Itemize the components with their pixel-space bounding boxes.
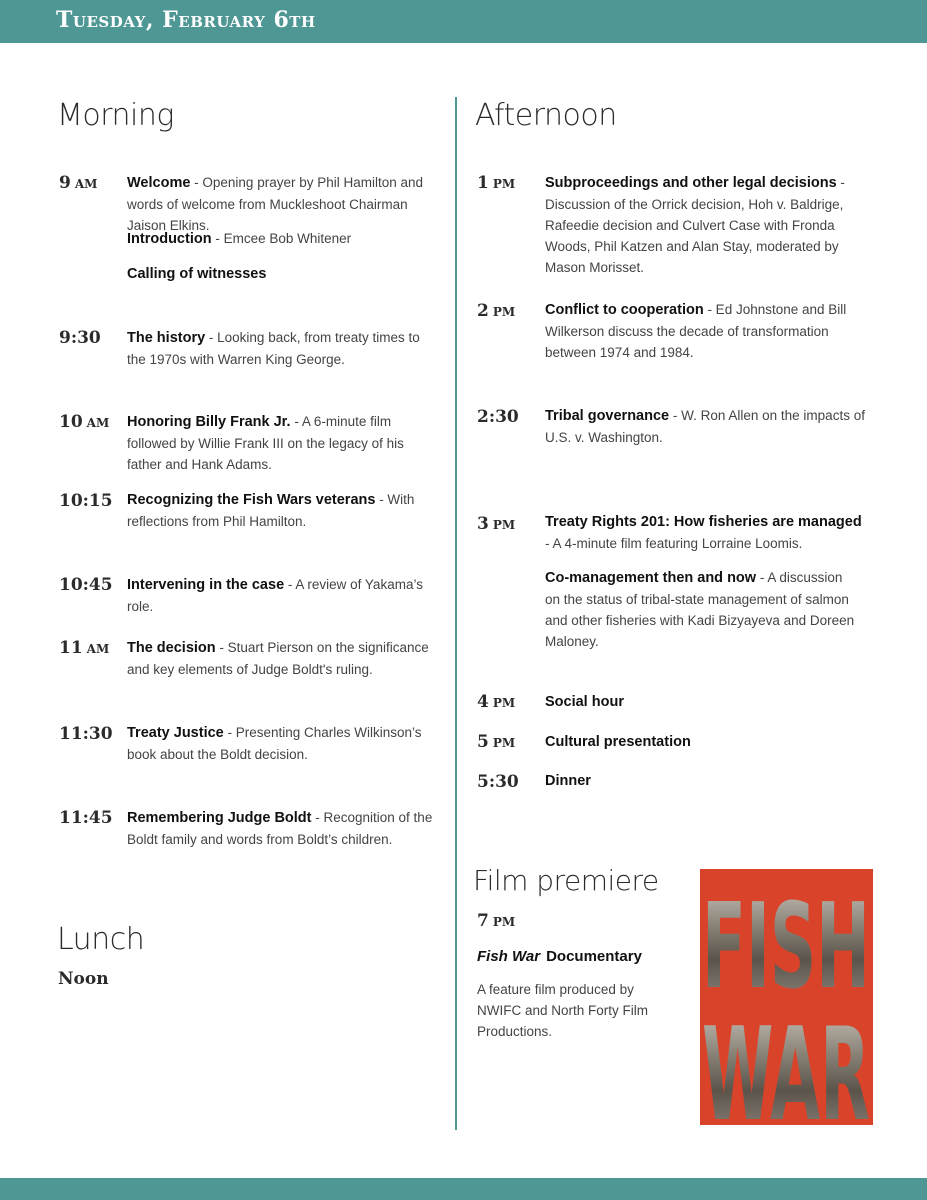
time-530: 5:30 [477, 772, 519, 792]
schedule-entry-social-hour: Social hour [545, 694, 624, 710]
schedule-entry-introduction: Introduction - Emcee Bob Whitener [127, 231, 352, 247]
time-1015: 10:15 [59, 491, 113, 511]
time-7pm: 7 PM [477, 911, 516, 931]
poster-artwork [700, 869, 873, 1125]
schedule-entry-honoring-billy-frank: Honoring Billy Frank Jr. - A 6-minute film followed by Willie Frank III on the legacy of his father and Hank Adams. [127, 414, 404, 472]
schedule-entry-decision: The decision - Stuart Pierson on the significance and key elements of Judge Boldt's ruling. [127, 640, 429, 677]
film-title: Fish War Documentary [477, 948, 642, 965]
film-premiere-heading: Film premiere [473, 864, 659, 897]
schedule-entry-treaty-rights-201: Treaty Rights 201: How fisheries are managed - A 4-minute film featuring Lorraine Loomis. [545, 514, 862, 551]
schedule-entry-co-management: Co-management then and now - A discussion on the status of tribal-state management of salmon and other fisheries with Kadi Bizyayeva and Doreen Maloney. [545, 570, 855, 649]
page-title: Tuesday, February 6th [56, 7, 316, 33]
morning-heading: Morning [57, 98, 174, 133]
schedule-entry-cultural-presentation: Cultural presentation [545, 734, 691, 750]
time-9am: 9 AM [59, 173, 98, 193]
header-bar [0, 0, 927, 43]
film-description: A feature film produced by NWIFC and North Forty Film Productions. [477, 982, 649, 1039]
time-1045: 10:45 [59, 575, 113, 595]
schedule-entry-intervening: Intervening in the case - A review of Yakama’s role. [127, 577, 423, 614]
schedule-entry-history: The history - Looking back, from treaty times to the 1970s with Warren King George. [127, 330, 420, 367]
schedule-entry-treaty-justice: Treaty Justice - Presenting Charles Wilkinson’s book about the Boldt decision. [127, 725, 422, 762]
time-2pm: 2 PM [477, 301, 516, 321]
time-3pm: 3 PM [477, 514, 516, 534]
time-1130: 11:30 [59, 724, 113, 744]
time-noon: Noon [58, 969, 109, 989]
time-930: 9:30 [59, 328, 101, 348]
lunch-heading: Lunch [57, 922, 145, 957]
footer-bar [0, 1178, 927, 1200]
schedule-entry-remembering-boldt: Remembering Judge Boldt - Recognition of the Boldt family and words from Boldt’s children. [127, 810, 433, 847]
fish-war-poster-image [700, 869, 873, 1125]
time-11am: 11 AM [59, 638, 110, 658]
time-1pm: 1 PM [477, 173, 516, 193]
schedule-entry-conflict-cooperation: Conflict to cooperation - Ed Johnstone and Bill Wilkerson discuss the decade of transformation between 1974 and 1984. [545, 302, 847, 360]
schedule-entry-tribal-governance: Tribal governance - W. Ron Allen on the impacts of U.S. v. Washington. [545, 408, 865, 445]
time-10am: 10 AM [59, 412, 110, 432]
time-5pm: 5 PM [477, 732, 516, 752]
schedule-entry-calling-witnesses: Calling of witnesses [127, 266, 267, 282]
poster-word-fish: FISH [702, 877, 870, 1015]
schedule-entry-welcome: Welcome - Opening prayer by Phil Hamilton and words of welcome from Muckleshoot Chairman Jaison Elkins. [127, 175, 424, 233]
schedule-entry-fish-wars-veterans: Recognizing the Fish Wars veterans - With reflections from Phil Hamilton. [127, 492, 415, 529]
afternoon-heading: Afternoon [475, 98, 617, 133]
time-1145: 11:45 [59, 808, 113, 828]
time-230: 2:30 [477, 407, 519, 427]
poster-word-war: WAR [702, 1001, 870, 1125]
schedule-entry-subproceedings: Subproceedings and other legal decisions - Discussion of the Orrick decision, Hoh v. Baldrige, Rafeedie decision and Culvert Case with Fronda Woods, Phil Katzen and Alan Stay, moderated by Mason Morisset. [545, 175, 845, 275]
schedule-entry-dinner: Dinner [545, 773, 591, 789]
column-divider [455, 97, 457, 1130]
time-4pm: 4 PM [477, 692, 516, 712]
